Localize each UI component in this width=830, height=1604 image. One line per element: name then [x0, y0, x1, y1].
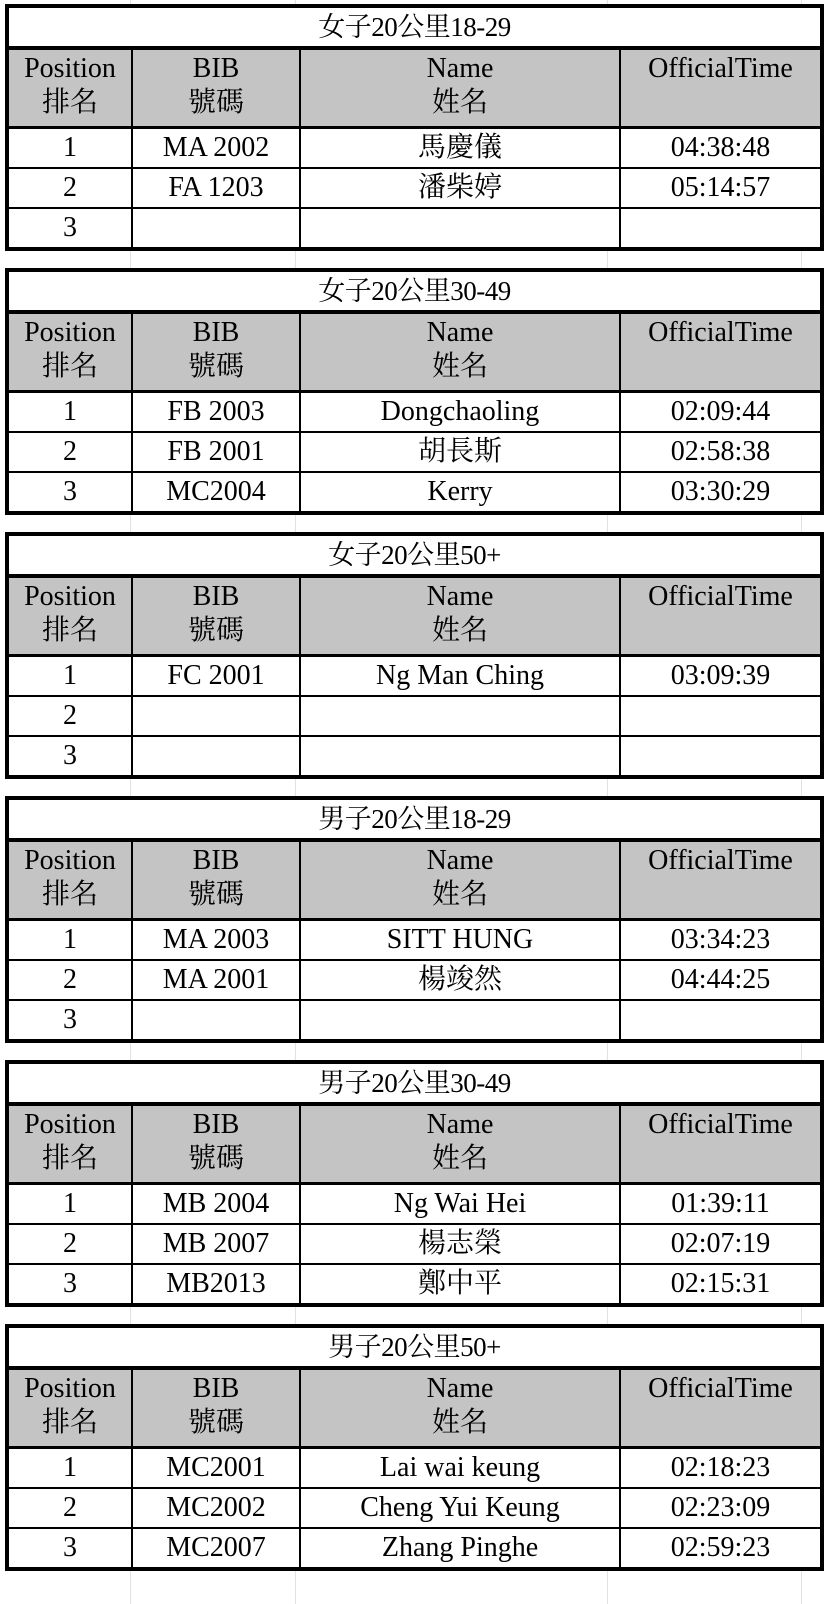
name-header	[301, 578, 621, 654]
table-title: 女子20公里18-29	[9, 8, 820, 50]
results-table	[5, 1060, 824, 1307]
header-label: Name	[426, 845, 494, 876]
position-header	[9, 842, 133, 918]
results-table	[5, 796, 824, 1043]
position-cell: 3	[9, 209, 133, 247]
name-cell: 楊志榮	[301, 1225, 621, 1263]
header-label: 姓名	[431, 351, 488, 382]
name-header	[301, 1106, 621, 1182]
position-cell: 2	[9, 697, 133, 735]
table-row	[9, 1265, 820, 1303]
header-label: 排名	[41, 1407, 98, 1438]
results-table	[5, 532, 824, 779]
header-label: 排名	[41, 615, 98, 646]
position-cell: 2	[9, 1225, 133, 1263]
bib-cell: MA 2002	[133, 129, 301, 167]
header-label: 排名	[41, 879, 98, 910]
header-label: BIB	[192, 317, 240, 348]
bib-cell: MC2004	[133, 473, 301, 511]
official-time-cell: 04:44:25	[670, 964, 771, 995]
header-label: OfficialTime	[648, 1373, 793, 1404]
table-row	[9, 1449, 820, 1489]
header-label: 排名	[41, 87, 98, 118]
name-cell: Dongchaoling	[301, 393, 621, 431]
official-time-header	[621, 50, 820, 126]
header-label: 姓名	[431, 879, 488, 910]
name-header	[301, 50, 621, 126]
header-label: BIB	[192, 581, 240, 612]
header-row	[9, 1370, 820, 1449]
header-label: 姓名	[431, 615, 488, 646]
official-time-cell: 03:34:23	[670, 924, 771, 955]
name-cell: 楊竣然	[301, 961, 621, 999]
position-header	[9, 314, 133, 390]
header-label: OfficialTime	[648, 1109, 793, 1140]
header-label: Name	[426, 1373, 494, 1404]
official-time-header	[621, 314, 820, 390]
bib-header	[133, 1370, 301, 1446]
table-row	[9, 1529, 820, 1567]
bib-cell: FA 1203	[133, 169, 301, 207]
header-label: 號碼	[187, 879, 244, 910]
header-label: Position	[24, 845, 116, 876]
table-row	[9, 737, 820, 775]
bib-cell: MA 2001	[133, 961, 301, 999]
table-row	[9, 697, 820, 737]
header-label: OfficialTime	[648, 581, 793, 612]
header-row	[9, 842, 820, 921]
official-time-cell: 02:18:23	[670, 1452, 771, 1483]
position-cell: 3	[9, 737, 133, 775]
name-header	[301, 1370, 621, 1446]
table-row	[9, 1225, 820, 1265]
name-cell	[301, 697, 621, 735]
official-time-cell: 02:15:31	[670, 1268, 771, 1299]
official-time-header	[621, 842, 820, 918]
position-header	[9, 1370, 133, 1446]
header-label: 號碼	[187, 351, 244, 382]
position-cell: 2	[9, 961, 133, 999]
position-header	[9, 578, 133, 654]
name-cell: Zhang Pinghe	[301, 1529, 621, 1567]
header-label: Position	[24, 1373, 116, 1404]
header-row	[9, 50, 820, 129]
position-cell: 1	[9, 921, 133, 959]
bib-cell: MC2002	[133, 1489, 301, 1527]
header-label: 號碼	[187, 1407, 244, 1438]
bib-cell: MA 2003	[133, 921, 301, 959]
table-title: 女子20公里50+	[9, 536, 820, 578]
position-cell: 1	[9, 1449, 133, 1487]
header-label: OfficialTime	[648, 845, 793, 876]
position-cell: 3	[9, 1529, 133, 1567]
bib-cell: MB 2007	[133, 1225, 301, 1263]
bib-cell	[133, 737, 301, 775]
header-label: 號碼	[187, 615, 244, 646]
position-cell: 1	[9, 657, 133, 695]
header-label: Name	[426, 53, 494, 84]
bib-cell	[133, 697, 301, 735]
name-cell: Lai wai keung	[301, 1449, 621, 1487]
header-label: Position	[24, 53, 116, 84]
position-header	[9, 50, 133, 126]
bib-cell: MC2001	[133, 1449, 301, 1487]
table-row	[9, 473, 820, 511]
official-time-cell: 02:59:23	[670, 1532, 771, 1563]
official-time-cell	[621, 697, 820, 735]
bib-header	[133, 314, 301, 390]
header-label: 排名	[41, 1143, 98, 1174]
bib-cell	[133, 209, 301, 247]
position-cell: 3	[9, 473, 133, 511]
bib-header	[133, 578, 301, 654]
bib-cell	[133, 1001, 301, 1039]
header-label: BIB	[192, 53, 240, 84]
official-time-header	[621, 1106, 820, 1182]
name-cell	[301, 1001, 621, 1039]
official-time-cell	[621, 1001, 820, 1039]
table-title: 女子20公里30-49	[9, 272, 820, 314]
position-cell: 3	[9, 1001, 133, 1039]
official-time-cell: 02:09:44	[670, 396, 771, 427]
header-row	[9, 1106, 820, 1185]
name-cell: Cheng Yui Keung	[301, 1489, 621, 1527]
name-cell: 潘柴婷	[301, 169, 621, 207]
bib-cell: MC2007	[133, 1529, 301, 1567]
table-row	[9, 1489, 820, 1529]
table-row	[9, 393, 820, 433]
name-header	[301, 842, 621, 918]
header-row	[9, 314, 820, 393]
header-label: OfficialTime	[648, 53, 793, 84]
bib-cell: MB2013	[133, 1265, 301, 1303]
header-label: Name	[426, 317, 494, 348]
official-time-header	[621, 1370, 820, 1446]
header-label: Name	[426, 1109, 494, 1140]
official-time-cell: 02:58:38	[670, 436, 771, 467]
position-cell: 3	[9, 1265, 133, 1303]
position-cell: 1	[9, 1185, 133, 1223]
header-label: Position	[24, 1109, 116, 1140]
name-cell: 馬慶儀	[301, 129, 621, 167]
header-label: BIB	[192, 1109, 240, 1140]
header-row	[9, 578, 820, 657]
bib-cell: FC 2001	[133, 657, 301, 695]
position-header	[9, 1106, 133, 1182]
table-title: 男子20公里30-49	[9, 1064, 820, 1106]
results-table	[5, 268, 824, 515]
position-cell: 1	[9, 393, 133, 431]
bib-header	[133, 50, 301, 126]
official-time-cell: 02:07:19	[670, 1228, 771, 1259]
header-label: 排名	[41, 351, 98, 382]
official-time-cell: 05:14:57	[670, 172, 771, 203]
header-label: OfficialTime	[648, 317, 793, 348]
table-title: 男子20公里18-29	[9, 800, 820, 842]
table-row	[9, 1185, 820, 1225]
table-row	[9, 209, 820, 247]
bib-cell: FB 2001	[133, 433, 301, 471]
position-cell: 1	[9, 129, 133, 167]
name-cell: Ng Wai Hei	[301, 1185, 621, 1223]
name-cell: 胡長斯	[301, 433, 621, 471]
table-row	[9, 1001, 820, 1039]
official-time-cell	[621, 209, 820, 247]
position-cell: 2	[9, 433, 133, 471]
name-cell	[301, 737, 621, 775]
name-cell: Kerry	[301, 473, 621, 511]
table-row	[9, 129, 820, 169]
header-label: BIB	[192, 845, 240, 876]
header-label: BIB	[192, 1373, 240, 1404]
header-label: Position	[24, 317, 116, 348]
bib-header	[133, 1106, 301, 1182]
table-row	[9, 657, 820, 697]
name-cell: SITT HUNG	[301, 921, 621, 959]
name-cell: Ng Man Ching	[301, 657, 621, 695]
name-cell: 鄭中平	[301, 1265, 621, 1303]
table-title: 男子20公里50+	[9, 1328, 820, 1370]
official-time-cell: 03:30:29	[670, 476, 771, 507]
results-table	[5, 4, 824, 251]
table-row	[9, 921, 820, 961]
header-label: Name	[426, 581, 494, 612]
bib-cell: FB 2003	[133, 393, 301, 431]
results-table	[5, 1324, 824, 1571]
header-label: 號碼	[187, 1143, 244, 1174]
official-time-header	[621, 578, 820, 654]
official-time-cell: 03:09:39	[670, 660, 771, 691]
header-label: 姓名	[431, 87, 488, 118]
table-row	[9, 961, 820, 1001]
bib-cell: MB 2004	[133, 1185, 301, 1223]
position-cell: 2	[9, 1489, 133, 1527]
name-cell	[301, 209, 621, 247]
header-label: 姓名	[431, 1407, 488, 1438]
official-time-cell: 02:23:09	[670, 1492, 771, 1523]
position-cell: 2	[9, 169, 133, 207]
header-label: 姓名	[431, 1143, 488, 1174]
header-label: Position	[24, 581, 116, 612]
official-time-cell	[621, 737, 820, 775]
table-row	[9, 169, 820, 209]
bib-header	[133, 842, 301, 918]
table-row	[9, 433, 820, 473]
name-header	[301, 314, 621, 390]
official-time-cell: 01:39:11	[671, 1188, 770, 1219]
header-label: 號碼	[187, 87, 244, 118]
official-time-cell: 04:38:48	[670, 132, 771, 163]
